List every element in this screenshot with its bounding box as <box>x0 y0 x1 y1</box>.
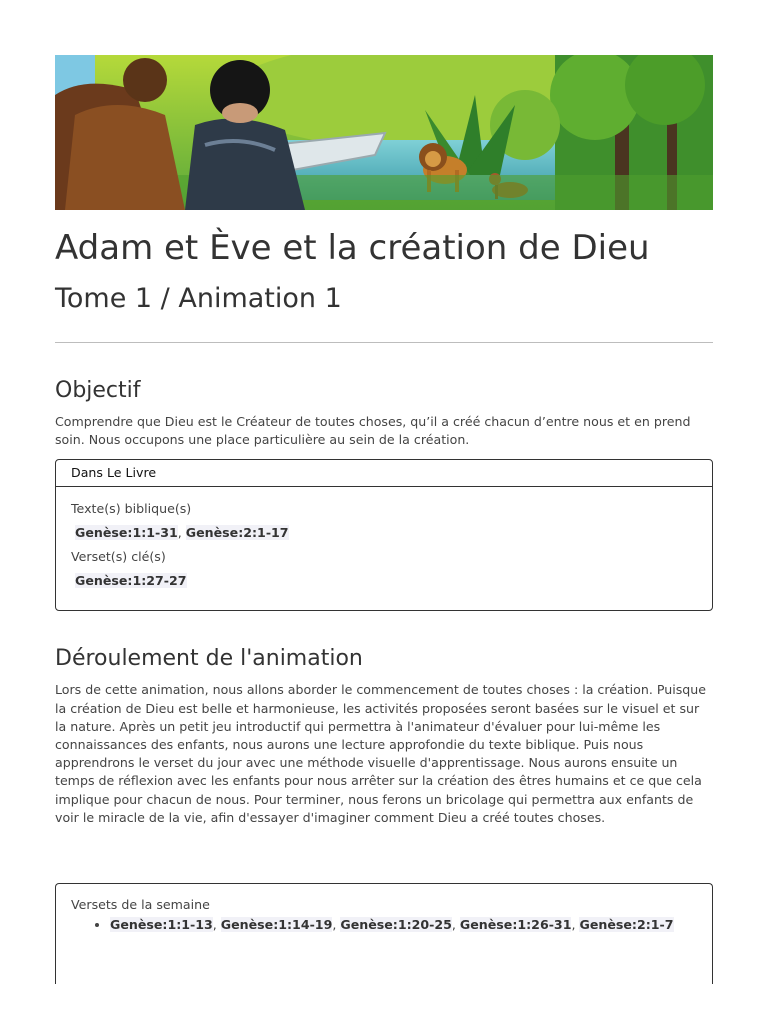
bible-ref-link[interactable]: Genèse:1:1-31 <box>75 525 178 541</box>
versets-label: Verset(s) clé(s) <box>71 549 166 565</box>
bible-ref-link[interactable]: Genèse:1:14-19 <box>220 917 333 933</box>
dans-le-livre-body <box>56 487 712 610</box>
bible-ref-link[interactable]: Genèse:1:27-27 <box>75 573 187 589</box>
deroulement-text: Lors de cette animation, nous allons aborder le commencement de toutes choses : la création. Puisque la création de Dieu est belle et harmonieuse, les activités proposées seront basées sur le visuel et sur la nature. Après un petit jeu introductif qui permettra à l'animateur d'évaluer pour lui-même les connaissances des enfants, nous aurons une lecture approfondie du texte biblique. Puis nous apprendrons le verset du jour avec une méthode visuelle d'apprentissage. Nous aurons ensuite un temps de réflexion avec les enfants pour nous arrêter sur la création des êtres humains et ce que cela implique pour chacun de nous. Pour terminer, nous ferons un bricolage qui permettra aux enfants de voir le miracle de la vie, afin d'essayer d'imaginer comment Dieu a créé toutes choses. <box>55 682 706 825</box>
divider <box>55 342 713 343</box>
bible-ref-link[interactable]: Genèse:1:26-31 <box>459 917 572 933</box>
bible-ref-link[interactable]: Genèse:1:20-25 <box>340 917 452 933</box>
bible-ref-link[interactable]: Genèse:1:1-13 <box>110 917 213 933</box>
separator: , <box>332 917 341 933</box>
deroulement-heading: Déroulement de l'animation <box>55 646 363 672</box>
list-item <box>110 916 697 934</box>
objectif-heading: Objectif <box>55 378 141 403</box>
banner-image <box>55 55 713 210</box>
versets-semaine-list <box>71 916 697 934</box>
objectif-text: Comprendre que Dieu est le Créateur de toutes choses, qu’il a créé chacun d’entre nous et en prend soin. Nous occupons une place particulière au sein de la création. <box>55 414 691 448</box>
textes-list: Genèse:1:1-31, Genèse:2:1-17 <box>75 525 289 541</box>
page-content <box>55 55 713 984</box>
separator: , <box>451 917 460 933</box>
separator: , <box>212 917 221 933</box>
bible-ref-link[interactable]: Genèse:2:1-7 <box>579 917 674 933</box>
versets-semaine-card <box>55 883 713 984</box>
dans-le-livre-header: Dans Le Livre <box>56 460 712 487</box>
textes-label: Texte(s) biblique(s) <box>71 501 192 517</box>
bible-ref-link[interactable]: Genèse:2:1-17 <box>185 525 289 541</box>
versets-list <box>75 572 697 590</box>
dans-le-livre-card <box>55 459 713 611</box>
versets-semaine-label: Versets de la semaine <box>71 897 210 913</box>
separator: , <box>571 917 580 933</box>
page-subtitle: Tome 1 / Animation 1 <box>55 283 342 314</box>
page-title: Adam et Ève et la création de Dieu <box>55 228 650 268</box>
